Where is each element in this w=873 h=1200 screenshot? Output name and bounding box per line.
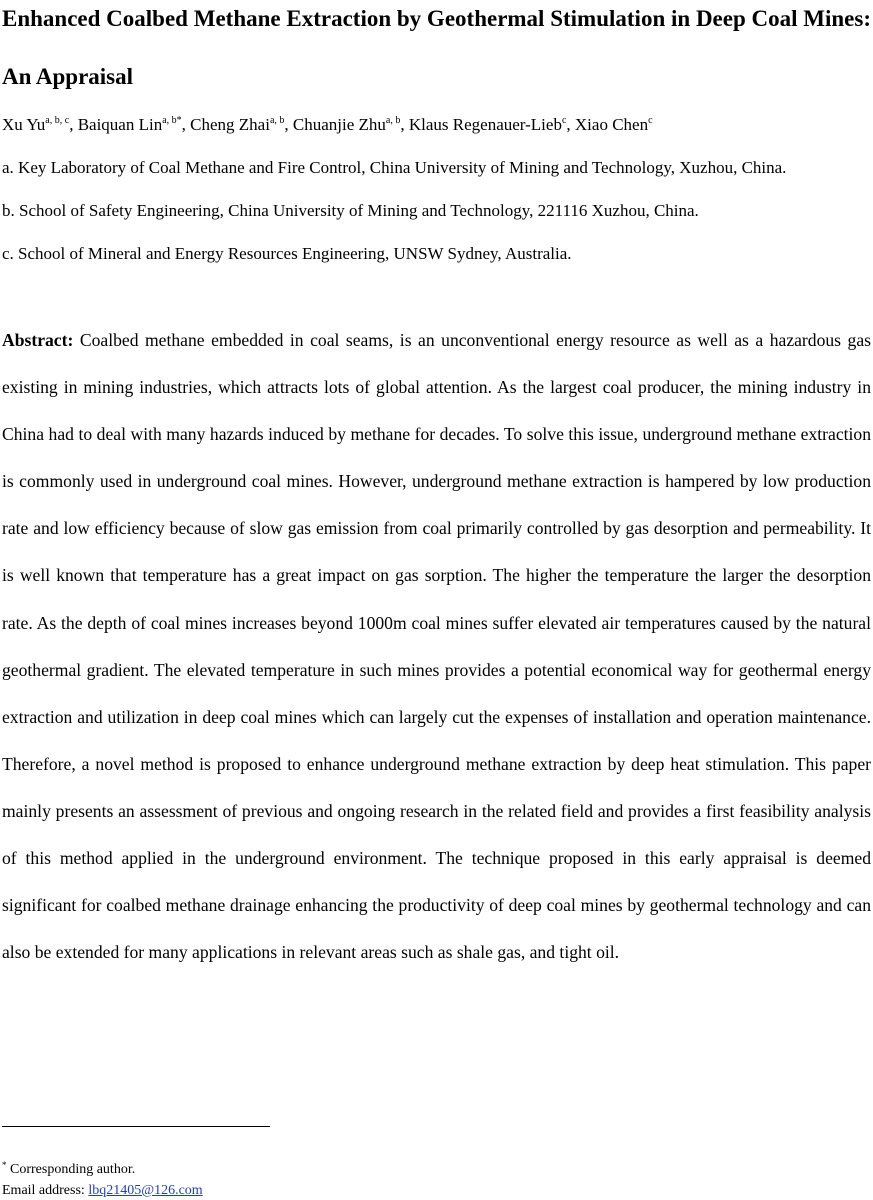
author-affiliation-marker: a, b	[269, 115, 285, 126]
abstract-text: Coalbed methane embedded in coal seams, is an unconventional energy resource as well as a hazardous gas existing in mining industries, which attracts lots of global attention. As the largest coal producer, the mining industry in China had to deal with many hazards induced by methane for decades. To solve this issue, underground methane extraction is commonly used in underground coal mines. However, underground methane extraction is hampered by low production rate and low efficiency because of slow gas emission from coal primarily controlled by gas desorption and permeability. It is well known that temperature has a great impact on gas sorption. The higher the temperature the larger the desorption rate. As the depth of coal mines increases beyond 1000m coal mines suffer elevated air temperatures caused by the natural geothermal gradient. The elevated temperature in such mines provides a potential economical way for geothermal energy extraction and utilization in deep coal mines which can largely cut the expenses of installation and operation maintenance. Therefore, a novel method is proposed to enhance underground methane extraction by deep heat stimulation. This paper mainly presents an assessment of previous and ongoing research in the related field and provides a first feasibility analysis of this method applied in the underground environment. The technique proposed in this early appraisal is deemed significant for coalbed methane drainage enhancing the productivity of deep coal mines by geothermal technology and can also be extended for many applications in relevant areas such as shale gas, and tight oil.	[2, 330, 871, 963]
affiliation-b: b. School of Safety Engineering, China University of Mining and Technology, 221116 Xuzhou, China.	[2, 201, 699, 220]
author: Chuanjie Zhu$^{a, b}$,	[292, 115, 409, 134]
paper-title: Enhanced Coalbed Methane Extraction by Geothermal Stimulation in Deep Coal Mines: An Appraisal	[2, 6, 871, 89]
affiliation-c: c. School of Mineral and Energy Resources Engineering, UNSW Sydney, Australia.	[2, 244, 572, 263]
author: Baiquan Lin$^{a, b*}$,	[77, 115, 191, 134]
author-affiliation-marker: a, b	[385, 115, 401, 126]
email-link[interactable]: lbq21405@126.com	[88, 1183, 203, 1198]
corresponding-author-note: Corresponding author.	[10, 1162, 136, 1177]
author-affiliation-marker: c	[561, 115, 567, 126]
footnote-divider	[2, 1126, 270, 1127]
author: Xu Yu$^{a, b, c}$,	[2, 115, 78, 134]
email-label: Email address:	[2, 1183, 85, 1198]
author: Klaus Regenauer-Lieb$^c$,	[408, 115, 575, 134]
author: Xiao Chen$^c$	[574, 115, 653, 134]
author: Cheng Zhai$^{a, b}$,	[190, 115, 293, 134]
author-affiliation-marker: a, b*	[162, 115, 182, 126]
affiliation-a: a. Key Laboratory of Coal Methane and Fire Control, China University of Mining and Technology, Xuzhou, China.	[2, 158, 787, 177]
footnote-corresponding	[2, 1161, 135, 1179]
author-affiliation-marker: a, b, c	[45, 115, 70, 126]
author-list	[2, 113, 653, 137]
author-affiliation-marker: c	[648, 115, 653, 126]
footnote-marker: *	[2, 1160, 7, 1170]
abstract-label: Abstract:	[2, 330, 74, 350]
abstract	[2, 317, 871, 976]
footnote-email	[2, 1182, 203, 1200]
